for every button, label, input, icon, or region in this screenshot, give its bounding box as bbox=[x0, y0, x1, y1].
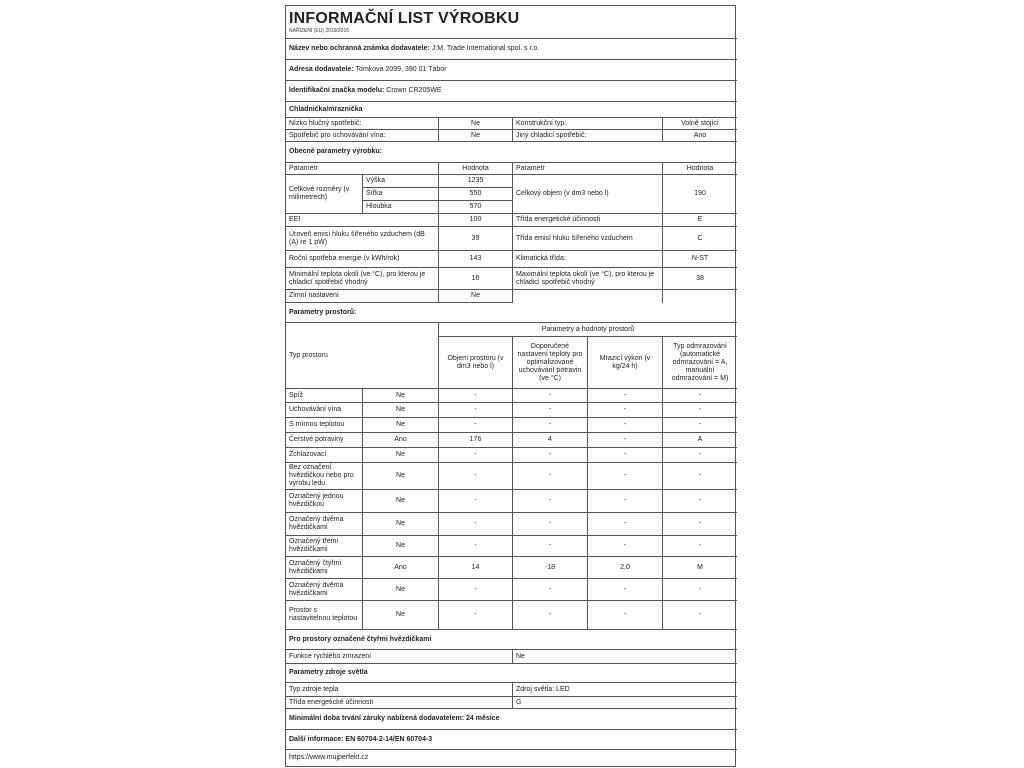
dimension-width-value: 550 bbox=[439, 188, 513, 201]
light-type-value: Zdroj světla: LED bbox=[513, 683, 737, 697]
dimension-depth-value: 570 bbox=[439, 201, 513, 214]
compartment-defrost: - bbox=[663, 579, 737, 601]
compartment-type-header: Typ prostoru bbox=[286, 323, 439, 389]
compartment-present: Ne bbox=[363, 448, 439, 463]
compartment-volume: - bbox=[439, 403, 513, 418]
compartment-volume: - bbox=[439, 418, 513, 433]
compartment-group-header: Parametry a hodnoty prostorů bbox=[439, 323, 737, 337]
page-title: INFORMAČNÍ LIST VÝROBKU bbox=[289, 10, 520, 27]
compartment-type: Označený jednou hvězdičkou bbox=[286, 490, 363, 513]
compartment-defrost: - bbox=[663, 513, 737, 536]
compartment-freeze: - bbox=[588, 513, 663, 536]
compartment-freeze: - bbox=[588, 579, 663, 601]
compartment-type: Uchovávání vína bbox=[286, 403, 363, 418]
compartment-type: Označený dvěma hvězdičkami bbox=[286, 513, 363, 536]
category-row-label: Jiný chladicí spotřebič: bbox=[513, 130, 663, 142]
general-row-value bbox=[663, 290, 737, 303]
compartment-freeze: - bbox=[588, 418, 663, 433]
col-header-param: Parametr bbox=[513, 163, 663, 175]
col-header-volume: Objem prostoru (v dm3 nebo l) bbox=[439, 337, 513, 389]
compartments-heading: Parametry prostorů: bbox=[286, 303, 737, 323]
compartment-defrost: - bbox=[663, 536, 737, 557]
supplier-name-label: Název nebo ochranná známka dodavatele: bbox=[289, 45, 430, 52]
compartment-freeze: - bbox=[588, 536, 663, 557]
dimension-height-label: Výška bbox=[363, 175, 439, 188]
general-row-value: 39 bbox=[439, 227, 513, 251]
category-row-value: Ne bbox=[439, 118, 513, 130]
compartment-freeze: - bbox=[588, 389, 663, 403]
general-row-label: Roční spotřeba energie (v kWh/rok) bbox=[286, 251, 439, 268]
compartment-defrost: M bbox=[663, 557, 737, 579]
general-row-label bbox=[513, 290, 663, 303]
col-header-defrost-type: Typ odmrazování (automatické odmrazování = A, manuální odmrazování = M) bbox=[663, 337, 737, 389]
warranty-info: Minimální doba trvání záruky nabízená dodavatelem: 24 měsíce bbox=[286, 709, 737, 730]
category-heading: Chladnička/mraznička bbox=[286, 102, 737, 118]
light-source-heading: Parametry zdroje světla bbox=[286, 664, 737, 683]
compartment-temp: - bbox=[513, 463, 588, 490]
compartment-present: Ne bbox=[363, 418, 439, 433]
compartment-temp: - bbox=[513, 448, 588, 463]
dimension-height-value: 1235 bbox=[439, 175, 513, 188]
general-row-label: Zimní nastavení bbox=[286, 290, 439, 303]
general-row-value: E bbox=[663, 214, 737, 227]
compartment-defrost: - bbox=[663, 448, 737, 463]
compartment-freeze: - bbox=[588, 601, 663, 630]
col-header-value: Hodnota bbox=[663, 163, 737, 175]
compartment-volume: - bbox=[439, 536, 513, 557]
title-block bbox=[286, 6, 737, 39]
supplier-address-label: Adresa dodavatele: bbox=[289, 66, 354, 73]
category-row-value: Volně stojící bbox=[663, 118, 737, 130]
compartment-temp: - bbox=[513, 513, 588, 536]
model-id-row bbox=[286, 81, 737, 102]
compartment-defrost: - bbox=[663, 601, 737, 630]
compartment-volume: - bbox=[439, 513, 513, 536]
compartment-present: Ne bbox=[363, 463, 439, 490]
fast-freeze-value: Ne bbox=[513, 650, 737, 664]
compartment-volume: - bbox=[439, 579, 513, 601]
compartment-temp: -18 bbox=[513, 557, 588, 579]
compartment-defrost: - bbox=[663, 418, 737, 433]
four-star-heading: Pro prostory označené čtyřmi hvězdičkami bbox=[286, 630, 737, 650]
regulation-ref: NAŘÍZENÍ (EU) 2019/2016 bbox=[289, 28, 350, 34]
general-row-value: C bbox=[663, 227, 737, 251]
general-row-value: 38 bbox=[663, 268, 737, 290]
compartment-temp: - bbox=[513, 536, 588, 557]
general-row-label: Minimální teplota okolí (ve °C), pro kterou je chladicí spotřebič vhodný bbox=[286, 268, 439, 290]
general-row-value: Ne bbox=[439, 290, 513, 303]
supplier-name-value: J:M. Trade International spol. s r.o. bbox=[431, 45, 540, 52]
category-row-label: Konstrukční typ: bbox=[513, 118, 663, 130]
compartment-type: Označený dvěma hvězdičkami bbox=[286, 579, 363, 601]
compartment-type: Prostor s nastavitelnou teplotou bbox=[286, 601, 363, 630]
compartment-volume: - bbox=[439, 601, 513, 630]
compartment-present: Ne bbox=[363, 601, 439, 630]
general-row-value: N-ST bbox=[663, 251, 737, 268]
compartment-volume: - bbox=[439, 463, 513, 490]
general-row-value: 100 bbox=[439, 214, 513, 227]
compartment-temp: - bbox=[513, 579, 588, 601]
general-row-label: Úroveň emisí hluku šířeného vzduchem (dB (A) re 1 pW) bbox=[286, 227, 439, 251]
category-row-value: Ano bbox=[663, 130, 737, 142]
compartment-temp: - bbox=[513, 490, 588, 513]
compartment-type: Bez označení hvězdičkou nebo pro výrobu ledu bbox=[286, 463, 363, 490]
compartment-defrost: - bbox=[663, 403, 737, 418]
compartment-temp: - bbox=[513, 601, 588, 630]
total-volume-label: Celkový objem (v dm3 nebo l) bbox=[513, 175, 663, 214]
general-row-label: Třída emisí hluku šířeného vzduchem bbox=[513, 227, 663, 251]
compartment-defrost: - bbox=[663, 490, 737, 513]
compartment-present: Ne bbox=[363, 490, 439, 513]
total-volume-value: 190 bbox=[663, 175, 737, 214]
compartment-present: Ne bbox=[363, 513, 439, 536]
col-header-value: Hodnota bbox=[439, 163, 513, 175]
compartment-defrost: - bbox=[663, 463, 737, 490]
compartment-present: Ne bbox=[363, 536, 439, 557]
col-header-temperature: Doporučené nastavení teploty pro optimalizované uchovávání potravin (ve °C) bbox=[513, 337, 588, 389]
compartment-volume: - bbox=[439, 389, 513, 403]
compartment-type: Zchlazovací bbox=[286, 448, 363, 463]
compartment-volume: 14 bbox=[439, 557, 513, 579]
compartment-type: Označený čtyřmi hvězdičkami bbox=[286, 557, 363, 579]
compartment-type: S mírnou teplotou bbox=[286, 418, 363, 433]
website-link[interactable]: https://www.mujperfekt.cz bbox=[289, 754, 369, 761]
general-row-label: Maximální teplota okolí (ve °C), pro kterou je chladicí spotřebič vhodný bbox=[513, 268, 663, 290]
general-row-label: Klimatická třída: bbox=[513, 251, 663, 268]
general-row-label: EEI bbox=[286, 214, 439, 227]
model-id-value: Crown CR205WE bbox=[386, 87, 442, 94]
compartment-volume: 176 bbox=[439, 433, 513, 448]
category-row-value: Ne bbox=[439, 130, 513, 142]
compartment-temp: - bbox=[513, 403, 588, 418]
dimensions-label: Celkové rozměry (v milimetrech) bbox=[286, 175, 363, 214]
compartment-defrost: - bbox=[663, 389, 737, 403]
compartment-present: Ano bbox=[363, 557, 439, 579]
compartment-present: Ne bbox=[363, 403, 439, 418]
compartment-freeze: 2,0 bbox=[588, 557, 663, 579]
compartment-freeze: - bbox=[588, 448, 663, 463]
compartment-defrost: A bbox=[663, 433, 737, 448]
compartment-type: Spíž bbox=[286, 389, 363, 403]
compartment-present: Ne bbox=[363, 579, 439, 601]
product-information-sheet bbox=[285, 5, 736, 767]
compartment-freeze: - bbox=[588, 403, 663, 418]
compartment-temp: - bbox=[513, 389, 588, 403]
light-class-label: Třída energetické účinnosti bbox=[286, 697, 513, 709]
category-row-label: Spotřebič pro uchovávání vína: bbox=[286, 130, 439, 142]
compartment-freeze: - bbox=[588, 433, 663, 448]
compartment-type: Čerstvé potraviny bbox=[286, 433, 363, 448]
general-row-label: Třída energetické účinnosti bbox=[513, 214, 663, 227]
compartment-volume: - bbox=[439, 490, 513, 513]
compartment-present: Ne bbox=[363, 389, 439, 403]
general-params-heading: Obecné parametry výrobku: bbox=[286, 142, 737, 163]
category-row-label: Nízko hlučný spotřebič: bbox=[286, 118, 439, 130]
model-id-label: Identifikační značka modelu: bbox=[289, 87, 385, 94]
compartment-freeze: - bbox=[588, 463, 663, 490]
general-row-value: 16 bbox=[439, 268, 513, 290]
light-class-value: G bbox=[513, 697, 737, 709]
supplier-address-row bbox=[286, 60, 737, 81]
supplier-address-value: Tomkova 2099, 390 01 Tábor bbox=[355, 66, 447, 73]
compartment-volume: - bbox=[439, 448, 513, 463]
light-type-label: Typ zdroje tepla bbox=[286, 683, 513, 697]
col-header-freezing-capacity: Mrazicí výkon (v kg/24 h) bbox=[588, 337, 663, 389]
dimension-width-label: Šířka bbox=[363, 188, 439, 201]
supplier-name-row bbox=[286, 39, 737, 60]
compartment-type: Označený třemi hvězdičkami bbox=[286, 536, 363, 557]
dimension-depth-label: Hloubka bbox=[363, 201, 439, 214]
general-row-value: 143 bbox=[439, 251, 513, 268]
col-header-param: Parametr bbox=[286, 163, 439, 175]
compartment-temp: - bbox=[513, 418, 588, 433]
fast-freeze-label: Funkce rychlého zmrazení bbox=[286, 650, 513, 664]
compartment-present: Ano bbox=[363, 433, 439, 448]
compartment-temp: 4 bbox=[513, 433, 588, 448]
additional-info: Další informace: EN 60704-2-14/EN 60704-3 bbox=[286, 730, 737, 750]
compartment-freeze: - bbox=[588, 490, 663, 513]
